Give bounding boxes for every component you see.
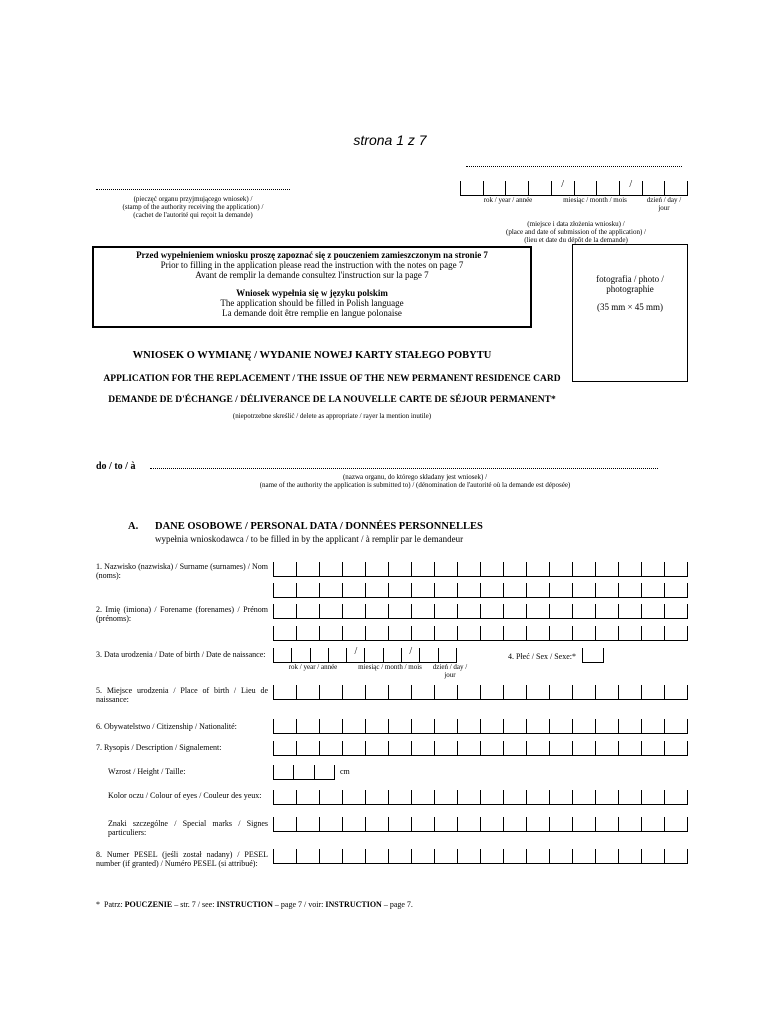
birth-day-label: dzień / day / jour xyxy=(432,663,468,679)
birth-place-label: 5. Miejsce urodzenia / Place of birth / Lieu de naissance: xyxy=(96,686,268,704)
addressee-caption: (nazwa organu, do którego składany jest wniosek) / (name of the authority the application is submitted to) / (dénomination de l'autorité où la demande est déposée) xyxy=(259,473,571,489)
eye-colour-label: Kolor oczu / Colour of eyes / Couleur des yeux: xyxy=(108,791,262,800)
month-label: miesiąc / month / mois xyxy=(563,196,627,204)
description-label: 7. Rysopis / Description / Signalement: xyxy=(96,743,222,752)
stamp-line xyxy=(96,189,290,190)
addressee-label: do / to / à xyxy=(96,461,136,472)
birth-place-boxes[interactable] xyxy=(273,685,688,700)
addressee-line[interactable] xyxy=(150,468,658,469)
description-boxes[interactable] xyxy=(273,741,688,756)
height-boxes[interactable] xyxy=(273,765,335,780)
section-a-title: DANE OSOBOWE / PERSONAL DATA / DONNÉES PERSONNELLES xyxy=(155,521,483,532)
height-unit: cm xyxy=(340,767,350,776)
special-marks-label: Znaki szczególne / Special marks / Signes particuliers: xyxy=(108,819,268,837)
section-a-subtitle: wypełnia wnioskodawca / to be filled in by the applicant / à remplir par le demandeur xyxy=(155,534,464,544)
stamp-caption: (pieczęć organu przyjmującego wniosek) / (stamp of the authority receiving the application) / (cachet de l'autorité qui reçoit la demande) xyxy=(122,195,264,219)
surname-boxes-2[interactable] xyxy=(273,583,688,598)
title-note: (niepotrzebne skreślić / delete as appropriate / rayer la mention inutile) xyxy=(232,412,432,420)
forename-label: 2. Imię (imiona) / Forename (forenames) / Prénom (prénoms): xyxy=(96,605,268,623)
section-a-letter: A. xyxy=(128,521,139,532)
citizenship-boxes[interactable] xyxy=(273,719,688,734)
notice-box: Przed wypełnieniem wniosku proszę zapoznać się z pouczeniem zamieszczonym na stronie 7 Prior to filling in the application please read the instruction with the notes on page 7 Avant de remplir la demande consultez l'instruction sur la page 7 Wniosek wypełnia się w języku polskim The application should be filled in Polish language La demande doit être remplie en langue polonaise xyxy=(92,246,532,328)
sex-box[interactable] xyxy=(582,648,604,663)
page-number: strona 1 z 7 xyxy=(353,132,427,148)
place-date-caption: (miejsce i data złożenia wniosku) / (place and date of submission of the application) / (lieu et date du dépôt de la demande) xyxy=(506,220,646,244)
height-label: Wzrost / Height / Taille: xyxy=(108,767,186,776)
surname-label: 1. Nazwisko (nazwiska) / Surname (surnames) / Nom (noms): xyxy=(96,562,268,580)
forename-boxes-2[interactable] xyxy=(273,626,688,641)
pesel-boxes[interactable] xyxy=(273,849,688,864)
birth-date-label: 3. Data urodzenia / Date of birth / Date de naissance: xyxy=(96,650,266,659)
photo-box[interactable]: fotografia / photo / photographie (35 mm × 45 mm) xyxy=(572,244,688,382)
title-fr: DEMANDE DE D'ÉCHANGE / DÉLIVERANCE DE LA NOUVELLE CARTE DE SÉJOUR PERMANENT* xyxy=(108,395,556,405)
birth-year-label: rok / year / année xyxy=(288,663,338,671)
eye-colour-boxes[interactable] xyxy=(273,790,688,805)
title-en: APPLICATION FOR THE REPLACEMENT / THE ISSUE OF THE NEW PERMANENT RESIDENCE CARD xyxy=(103,374,561,384)
sex-label: 4. Płeć / Sex / Sexe:* xyxy=(508,652,576,661)
birth-date-boxes[interactable]: / / xyxy=(273,648,457,663)
forename-boxes-1[interactable] xyxy=(273,604,688,619)
day-label: dzień / day / jour xyxy=(646,196,682,212)
submission-date-boxes[interactable]: / / xyxy=(460,181,688,196)
footnote: * Patrz: POUCZENIE – str. 7 / see: INSTRUCTION – page 7 / voir: INSTRUCTION – page 7. xyxy=(96,900,413,909)
pesel-label: 8. Numer PESEL (jeśli został nadany) / PESEL number (if granted) / Numéro PESEL (si attribué): xyxy=(96,850,268,868)
citizenship-label: 6. Obywatelstwo / Citizenship / Nationalité: xyxy=(96,722,237,731)
surname-boxes-1[interactable] xyxy=(273,562,688,577)
title-pl: WNIOSEK O WYMIANĘ / WYDANIE NOWEJ KARTY STAŁEGO POBYTU xyxy=(132,350,492,361)
birth-month-label: miesiąc / month / mois xyxy=(358,663,422,671)
special-marks-boxes[interactable] xyxy=(273,817,688,832)
place-line xyxy=(466,166,682,167)
year-label: rok / year / année xyxy=(483,196,533,204)
